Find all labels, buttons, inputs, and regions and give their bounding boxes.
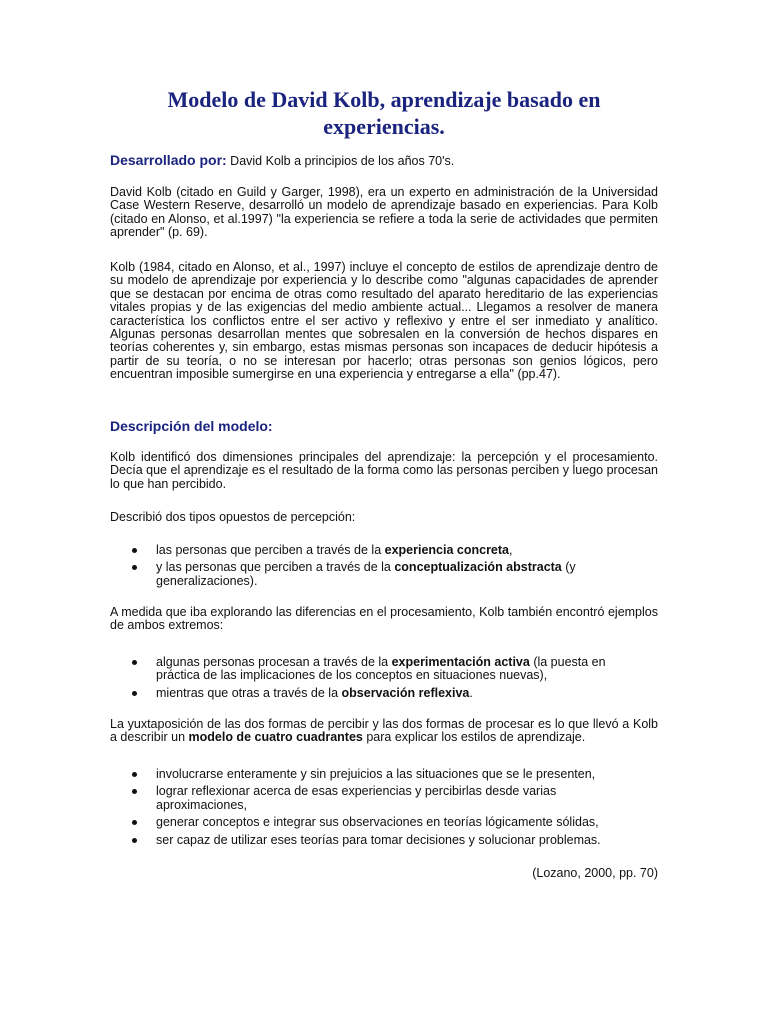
developed-by-value: David Kolb a principios de los años 70's.: [226, 154, 455, 168]
processing-list: [130, 656, 650, 704]
quadrants-list: [130, 768, 650, 851]
list-item-pre: algunas personas procesan a través de la: [156, 655, 392, 669]
list-item-post: .: [469, 685, 473, 700]
list-item-bold: conceptualización abstracta: [394, 560, 562, 575]
paragraph-four-quadrants: [110, 718, 658, 745]
bullet-icon: [132, 548, 137, 553]
perception-list: [130, 544, 650, 592]
list-item-post: (la puesta en práctica de las implicaciones de los conceptos en situaciones nuevas),: [156, 655, 606, 683]
citation: (Lozano, 2000, pp. 70): [532, 866, 658, 880]
list-item-pre: y las personas que perciben a través de la: [156, 560, 395, 575]
list-item: [130, 544, 650, 557]
bullet-icon: [132, 772, 137, 777]
list-item-text: generar conceptos e integrar sus observaciones en teorías lógicamente sólidas,: [156, 815, 599, 830]
paragraph-perception-types: Describió dos tipos opuestos de percepción:: [110, 510, 356, 524]
bullet-icon: [132, 691, 137, 696]
list-item-bold: experiencia concreta: [384, 543, 509, 557]
paragraph-kolb-definition: Kolb (1984, citado en Alonso, et al., 1997) incluye el concepto de estilos de aprendizaje dentro de su modelo de aprendizaje por experiencia y lo describe como "algunas capacidades de aprender que se destacan por encima de otras como resultado del aparato hereditario de las experiencias vitales propias y de las exigencias del medio ambiente actual... Llegamos a resolver de manera característica los conflictos entre el ser activo y reflexivo y entre el ser inmediato y analítico. Algunas personas desarrollan mentes que sobresalen en la conversión de hechos dispares en teorías coherentes y, sin embargo, estas mismas personas son incapaces de deducir hipótesis a partir de su teoría, o no se interesan por hacerlo; otras personas son genios lógicos, pero encuentran imposible sumergirse en una experiencia y entregarse a ella" (pp.47).: [110, 260, 658, 382]
document-title: Modelo de David Kolb, aprendizaje basado en experiencias.: [167, 87, 601, 139]
list-item: [130, 785, 650, 812]
list-item-post: ,: [509, 543, 513, 557]
bullet-icon: [132, 660, 137, 665]
list-item: [130, 834, 650, 847]
quadrants-post: para explicar los estilos de aprendizaje.: [362, 730, 586, 745]
developed-by-line: [110, 152, 454, 168]
list-item-bold: observación reflexiva: [341, 685, 470, 700]
list-item-text: ser capaz de utilizar eses teorías para tomar decisiones y solucionar problemas.: [156, 832, 601, 847]
heading-model-description: Descripción del modelo:: [110, 418, 273, 434]
list-item-pre: las personas que perciben a través de la: [156, 543, 385, 557]
paragraph-dimensions: Kolb identificó dos dimensiones principales del aprendizaje: la percepción y el procesamiento. Decía que el aprendizaje es el resultado de la forma como las personas perciben y luego procesan lo que han percibido.: [110, 450, 658, 491]
bullet-icon: [132, 838, 137, 843]
quadrants-pre: La yuxtaposición de las dos formas de percibir y las dos formas de procesar es lo que llevó a Kolb a describir un: [110, 717, 658, 745]
bullet-icon: [132, 820, 137, 825]
list-item: [130, 816, 650, 829]
list-item-pre: mientras que otras a través de la: [156, 685, 342, 700]
developed-by-label: Desarrollado por:: [110, 152, 227, 168]
bullet-icon: [132, 789, 137, 794]
list-item-post: (y generalizaciones).: [156, 560, 576, 588]
quadrants-bold: modelo de cuatro cuadrantes: [188, 730, 363, 745]
paragraph-intro: David Kolb (citado en Guild y Garger, 1998), era un experto en administración de la Universidad Case Western Reserve, desarrolló un modelo de aprendizaje basado en experiencias. Para Kolb (citado en Alonso, et al.1997) "la experiencia se refiere a toda la serie de actividades que permiten aprender" (p. 69).: [110, 185, 658, 240]
list-item-bold: experimentación activa: [391, 655, 530, 669]
bullet-icon: [132, 565, 137, 570]
list-item: [130, 656, 650, 683]
list-item: [130, 561, 650, 588]
list-item: [130, 768, 650, 781]
list-item-text: involucrarse enteramente y sin prejuicios a las situaciones que se le presenten,: [156, 767, 596, 781]
list-item-text: lograr reflexionar acerca de esas experiencias y percibirlas desde varias aproximaciones,: [156, 784, 557, 812]
list-item: [130, 687, 650, 700]
paragraph-processing: A medida que iba explorando las diferencias en el procesamiento, Kolb también encontró ejemplos de ambos extremos:: [110, 605, 658, 633]
